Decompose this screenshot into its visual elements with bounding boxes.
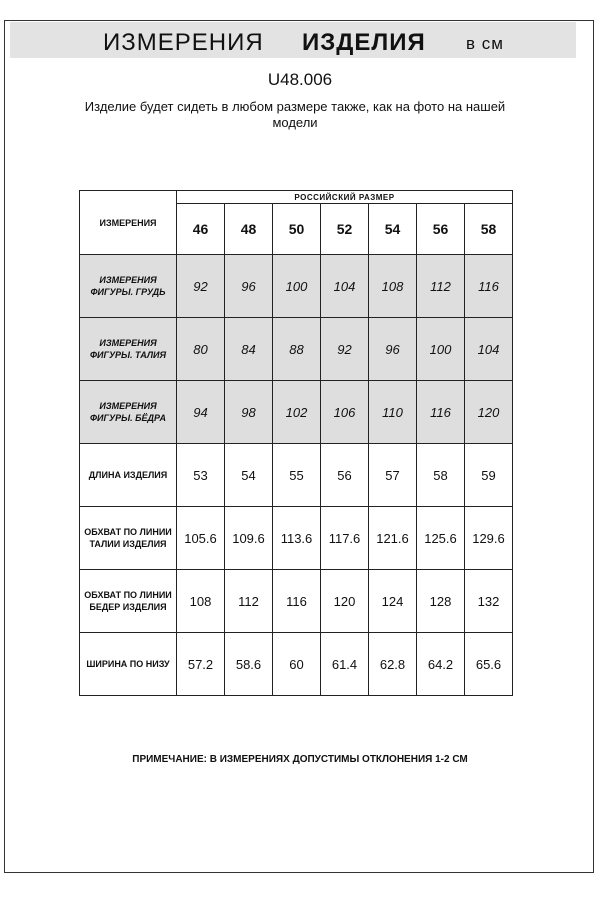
table-cell: 59 bbox=[465, 444, 513, 507]
table-cell: 110 bbox=[369, 381, 417, 444]
table-cell: 120 bbox=[465, 381, 513, 444]
size-header: 46 bbox=[177, 204, 225, 255]
title-bar bbox=[10, 22, 576, 58]
table-row bbox=[80, 444, 513, 507]
table-cell: 132 bbox=[465, 570, 513, 633]
table-cell: 61.4 bbox=[321, 633, 369, 696]
table-row bbox=[80, 507, 513, 570]
row-label-chest: ИЗМЕРЕНИЯ ФИГУРЫ. ГРУДЬ bbox=[80, 255, 177, 318]
table-row bbox=[80, 570, 513, 633]
table-cell: 65.6 bbox=[465, 633, 513, 696]
table-cell: 88 bbox=[273, 318, 321, 381]
table-cell: 113.6 bbox=[273, 507, 321, 570]
table-cell: 116 bbox=[273, 570, 321, 633]
corner-label: ИЗМЕРЕНИЯ bbox=[80, 191, 177, 255]
table-cell: 121.6 bbox=[369, 507, 417, 570]
table-row bbox=[80, 318, 513, 381]
table-cell: 56 bbox=[321, 444, 369, 507]
table-cell: 58.6 bbox=[225, 633, 273, 696]
product-code: U48.006 bbox=[267, 70, 333, 89]
table-cell: 55 bbox=[273, 444, 321, 507]
table-cell: 104 bbox=[465, 318, 513, 381]
table-cell: 116 bbox=[417, 381, 465, 444]
row-label-hips: ИЗМЕРЕНИЯ ФИГУРЫ. БЁДРА bbox=[80, 381, 177, 444]
size-header: 54 bbox=[369, 204, 417, 255]
table-cell: 100 bbox=[273, 255, 321, 318]
table-cell: 129.6 bbox=[465, 507, 513, 570]
table-cell: 92 bbox=[177, 255, 225, 318]
fit-note: Изделие будет сидеть в любом размере также, как на фото на нашей модели bbox=[84, 99, 506, 130]
title-unit: в см bbox=[466, 34, 504, 53]
table-cell: 96 bbox=[225, 255, 273, 318]
table-cell: 116 bbox=[465, 255, 513, 318]
table-cell: 120 bbox=[321, 570, 369, 633]
table-cell: 102 bbox=[273, 381, 321, 444]
table-cell: 57.2 bbox=[177, 633, 225, 696]
table-cell: 109.6 bbox=[225, 507, 273, 570]
title-word-item: ИЗДЕЛИЯ bbox=[302, 29, 426, 56]
table-cell: 105.6 bbox=[177, 507, 225, 570]
table-cell: 53 bbox=[177, 444, 225, 507]
table-cell: 108 bbox=[177, 570, 225, 633]
table-row bbox=[80, 255, 513, 318]
row-label-hip-girth: ОБХВАТ ПО ЛИНИИ БЕДЕР ИЗДЕЛИЯ bbox=[80, 570, 177, 633]
table-cell: 94 bbox=[177, 381, 225, 444]
table-cell: 124 bbox=[369, 570, 417, 633]
table-cell: 62.8 bbox=[369, 633, 417, 696]
table-cell: 125.6 bbox=[417, 507, 465, 570]
table-cell: 98 bbox=[225, 381, 273, 444]
size-table bbox=[79, 190, 513, 696]
table-cell: 84 bbox=[225, 318, 273, 381]
table-cell: 60 bbox=[273, 633, 321, 696]
size-header: 52 bbox=[321, 204, 369, 255]
size-header: 58 bbox=[465, 204, 513, 255]
table-cell: 96 bbox=[369, 318, 417, 381]
table-cell: 54 bbox=[225, 444, 273, 507]
size-header: 50 bbox=[273, 204, 321, 255]
table-cell: 100 bbox=[417, 318, 465, 381]
table-cell: 104 bbox=[321, 255, 369, 318]
size-header: 48 bbox=[225, 204, 273, 255]
table-cell: 106 bbox=[321, 381, 369, 444]
size-group-label: РОССИЙСКИЙ РАЗМЕР bbox=[177, 191, 513, 204]
title-word-measurements: ИЗМЕРЕНИЯ bbox=[103, 29, 264, 56]
table-cell: 80 bbox=[177, 318, 225, 381]
row-label-length: ДЛИНА ИЗДЕЛИЯ bbox=[80, 444, 177, 507]
table-cell: 112 bbox=[417, 255, 465, 318]
table-cell: 108 bbox=[369, 255, 417, 318]
table-cell: 128 bbox=[417, 570, 465, 633]
table-cell: 57 bbox=[369, 444, 417, 507]
table-cell: 58 bbox=[417, 444, 465, 507]
table-cell: 64.2 bbox=[417, 633, 465, 696]
table-row bbox=[80, 381, 513, 444]
tolerance-note: ПРИМЕЧАНИЕ: В ИЗМЕРЕНИЯХ ДОПУСТИМЫ ОТКЛОНЕНИЯ 1-2 СМ bbox=[132, 754, 468, 765]
size-header: 56 bbox=[417, 204, 465, 255]
table-row bbox=[80, 633, 513, 696]
table-cell: 92 bbox=[321, 318, 369, 381]
table-cell: 117.6 bbox=[321, 507, 369, 570]
row-label-hem-width: ШИРИНА ПО НИЗУ bbox=[80, 633, 177, 696]
table-cell: 112 bbox=[225, 570, 273, 633]
row-label-waist: ИЗМЕРЕНИЯ ФИГУРЫ. ТАЛИЯ bbox=[80, 318, 177, 381]
row-label-waist-girth: ОБХВАТ ПО ЛИНИИ ТАЛИИ ИЗДЕЛИЯ bbox=[80, 507, 177, 570]
